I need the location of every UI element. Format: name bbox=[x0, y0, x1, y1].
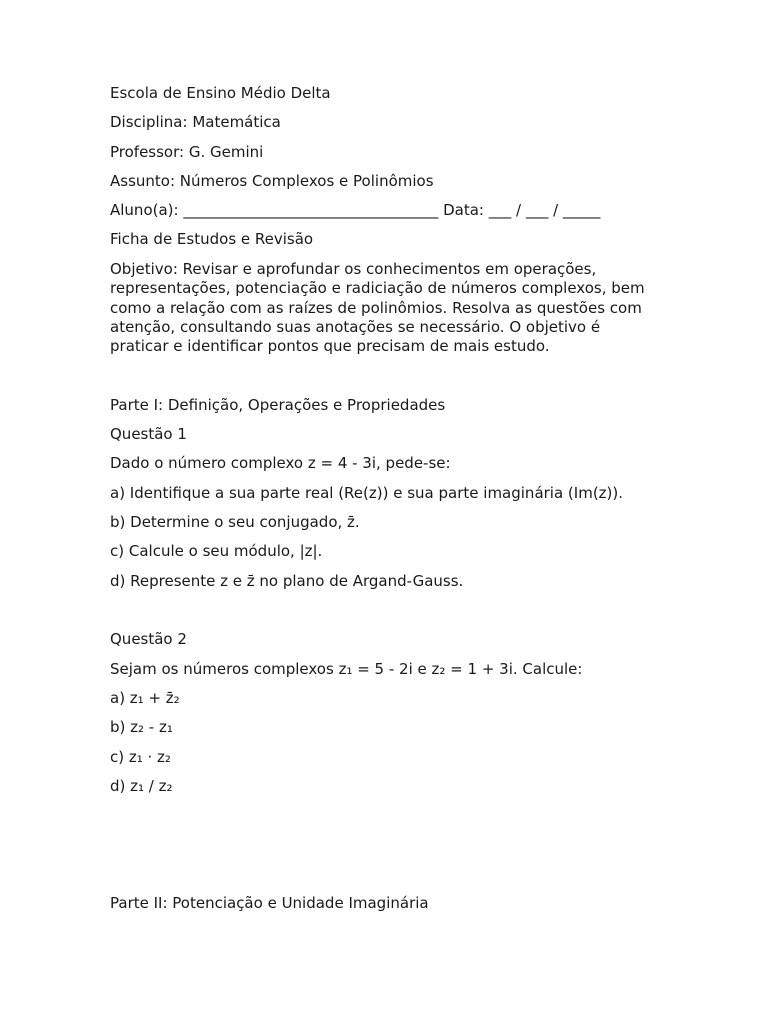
question2-item-c: c) z₁ · z₂ bbox=[110, 747, 171, 766]
question1-item-d: d) Represente z e z̄ no plano de Argand-Gauss. bbox=[110, 571, 464, 590]
part2-title: Parte II: Potenciação e Unidade Imaginária bbox=[110, 894, 429, 913]
document-page bbox=[110, 84, 650, 923]
question1-label: Questão 1 bbox=[110, 425, 187, 444]
objective-paragraph: Objetivo: Revisar e aprofundar os conhecimentos em operações, representações, potenciação e radiciação de números complexos, bem como a relação com as raízes de polinômios. Resolva as questões com atenção, consultando suas anotações se necessário. O objetivo é praticar e identificar pontos que precisam de mais estudo. bbox=[110, 259, 645, 356]
discipline-line: Disciplina: Matemática bbox=[110, 113, 281, 132]
question1-statement: Dado o número complexo z = 4 - 3i, pede-se: bbox=[110, 454, 451, 473]
question1-item-a: a) Identifique a sua parte real (Re(z)) e sua parte imaginária (Im(z)). bbox=[110, 483, 624, 502]
subject-line: Assunto: Números Complexos e Polinômios bbox=[110, 171, 434, 190]
spacer bbox=[110, 601, 650, 631]
sheet-title: Ficha de Estudos e Revisão bbox=[110, 230, 314, 249]
part1-title: Parte I: Definição, Operações e Propriedades bbox=[110, 395, 446, 414]
question2-item-a: a) z₁ + z̄₂ bbox=[110, 688, 180, 707]
question2-label: Questão 2 bbox=[110, 630, 187, 649]
question2-statement: Sejam os números complexos z₁ = 5 - 2i e z₂ = 1 + 3i. Calcule: bbox=[110, 659, 583, 678]
question2-item-d: d) z₁ / z₂ bbox=[110, 776, 173, 795]
student-date-line: Aluno(a): __________________________________ Data: ___ / ___ / _____ bbox=[110, 201, 601, 220]
spacer bbox=[110, 806, 650, 894]
school-name: Escola de Ensino Médio Delta bbox=[110, 84, 331, 102]
teacher-line: Professor: G. Gemini bbox=[110, 142, 264, 161]
question2-item-b: b) z₂ - z₁ bbox=[110, 718, 173, 737]
question1-item-b: b) Determine o seu conjugado, z̄. bbox=[110, 513, 360, 531]
question1-item-c: c) Calcule o seu módulo, |z|. bbox=[110, 542, 323, 561]
spacer bbox=[110, 357, 650, 396]
